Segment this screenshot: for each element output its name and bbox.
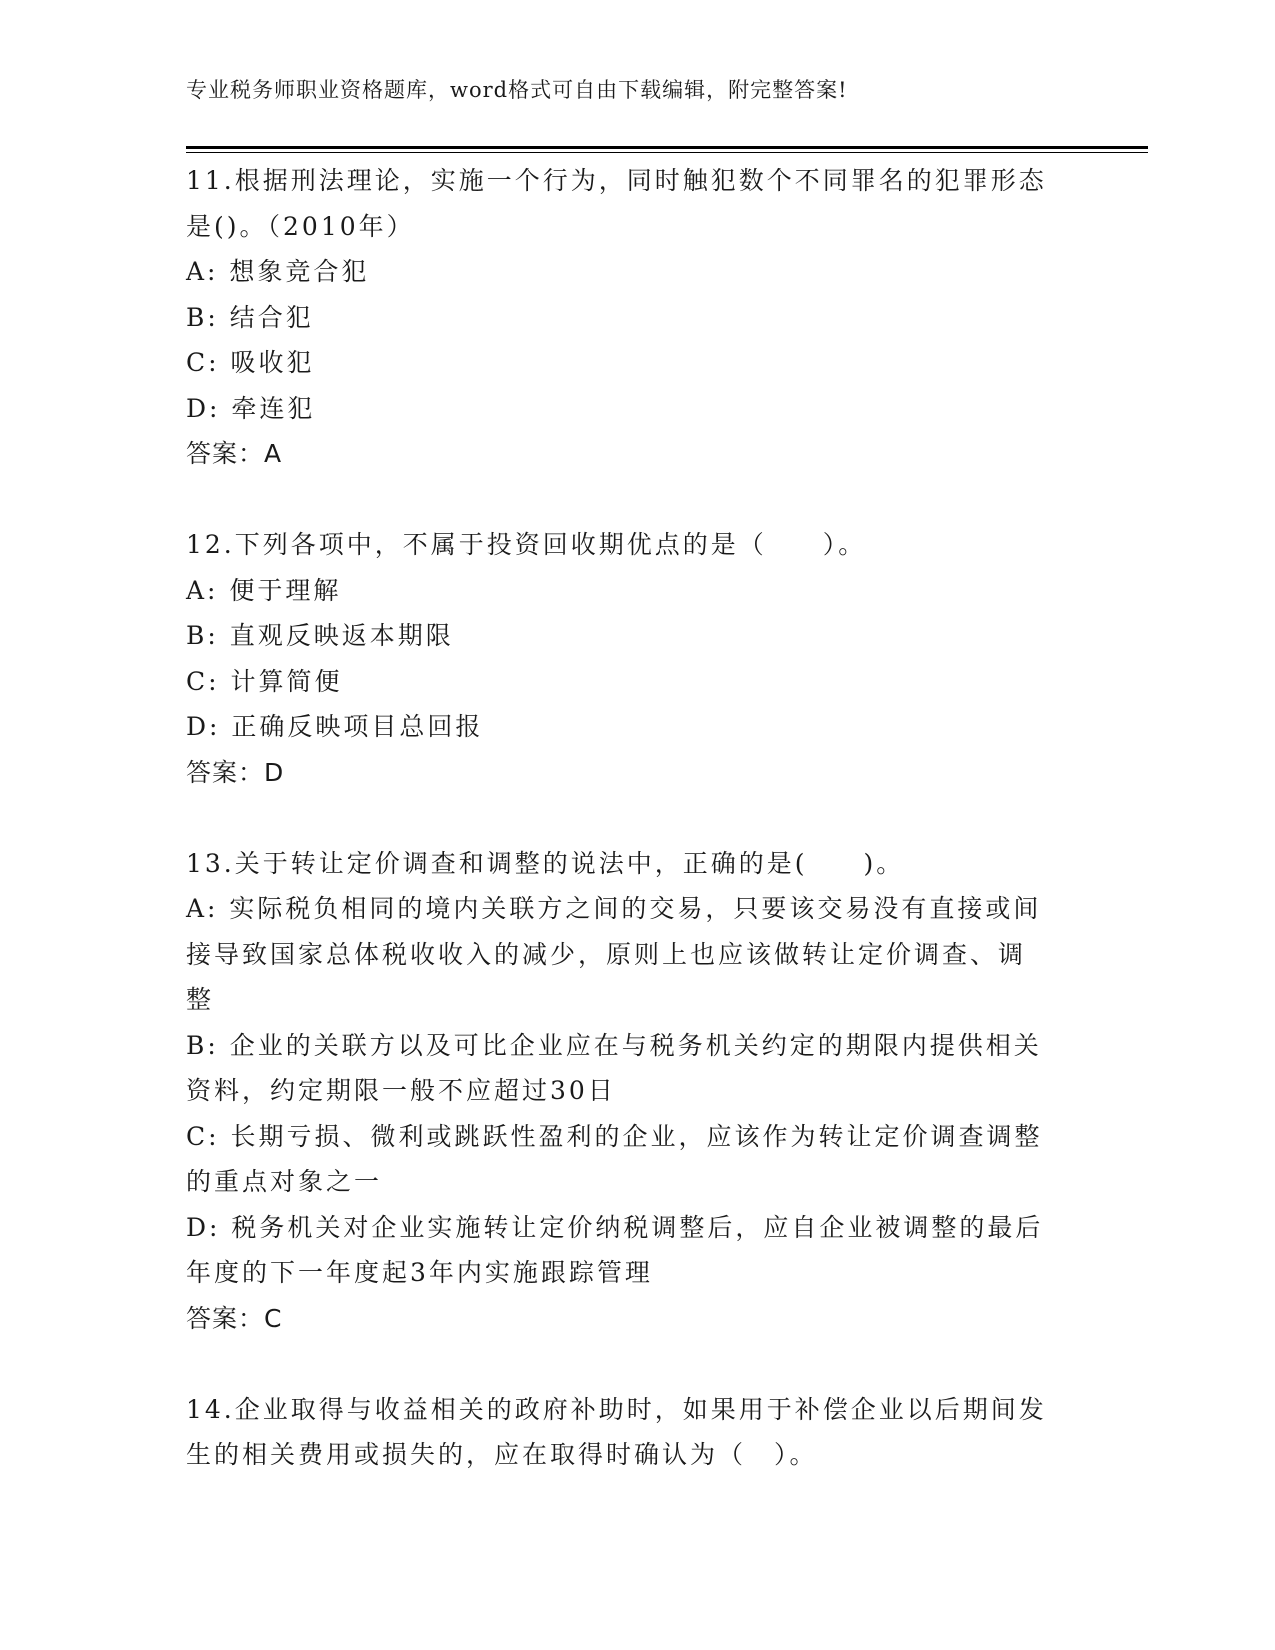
option-a: A: 实际税负相同的境内关联方之间的交易，只要该交易没有直接或间 bbox=[186, 894, 1042, 923]
option-d: D: 牵连犯 bbox=[186, 393, 316, 423]
option-a: 整 bbox=[186, 985, 215, 1014]
question-14 bbox=[186, 1387, 1086, 1478]
header-rule-thin bbox=[186, 152, 1148, 153]
question-13 bbox=[186, 841, 1086, 1342]
option-a: A: 便于理解 bbox=[186, 575, 342, 605]
spacer bbox=[186, 477, 1086, 523]
answer: 答案：C bbox=[186, 1303, 283, 1333]
document-header: 专业税务师职业资格题库，word格式可自由下载编辑，附完整答案! bbox=[186, 78, 848, 102]
question-stem-line: 12.下列各项中，不属于投资回收期优点的是（ ）。 bbox=[186, 530, 867, 559]
question-12 bbox=[186, 522, 1086, 795]
answer: 答案：A bbox=[186, 439, 283, 468]
question-stem-line: 是()。（2010年） bbox=[186, 211, 415, 241]
option-b: B: 结合犯 bbox=[186, 302, 314, 332]
option-b: B: 直观反映返本期限 bbox=[186, 621, 454, 650]
option-d: D: 税务机关对企业实施转让定价纳税调整后，应自企业被调整的最后 bbox=[186, 1212, 1044, 1242]
spacer bbox=[186, 795, 1086, 841]
answer: 答案：D bbox=[186, 757, 285, 787]
option-d: 年度的下一年度起3年内实施跟踪管理 bbox=[186, 1258, 653, 1287]
option-b: B: 企业的关联方以及可比企业应在与税务机关约定的期限内提供相关 bbox=[186, 1030, 1042, 1060]
option-a: A: 想象竞合犯 bbox=[186, 257, 370, 286]
question-11 bbox=[186, 158, 1086, 477]
option-b: 资料，约定期限一般不应超过30日 bbox=[186, 1076, 616, 1105]
option-c: 的重点对象之一 bbox=[186, 1167, 383, 1196]
option-c: C: 计算简便 bbox=[186, 666, 343, 696]
header-rule-thick bbox=[186, 146, 1148, 149]
question-list bbox=[186, 158, 1086, 1478]
question-stem-line: 11.根据刑法理论，实施一个行为，同时触犯数个不同罪名的犯罪形态 bbox=[186, 166, 1047, 195]
option-c: C: 吸收犯 bbox=[186, 348, 315, 377]
option-a: 接导致国家总体税收收入的减少，原则上也应该做转让定价调查、调 bbox=[186, 939, 1027, 969]
question-stem-line: 14.企业取得与收益相关的政府补助时，如果用于补偿企业以后期间发 bbox=[186, 1394, 1047, 1424]
option-d: D: 正确反映项目总回报 bbox=[186, 712, 484, 741]
question-stem-line: 生的相关费用或损失的，应在取得时确认为（ ）。 bbox=[186, 1440, 818, 1469]
question-stem-line: 13.关于转让定价调查和调整的说法中，正确的是( )。 bbox=[186, 848, 905, 878]
option-c: C: 长期亏损、微利或跳跃性盈利的企业，应该作为转让定价调查调整 bbox=[186, 1121, 1043, 1151]
spacer bbox=[186, 1341, 1086, 1387]
